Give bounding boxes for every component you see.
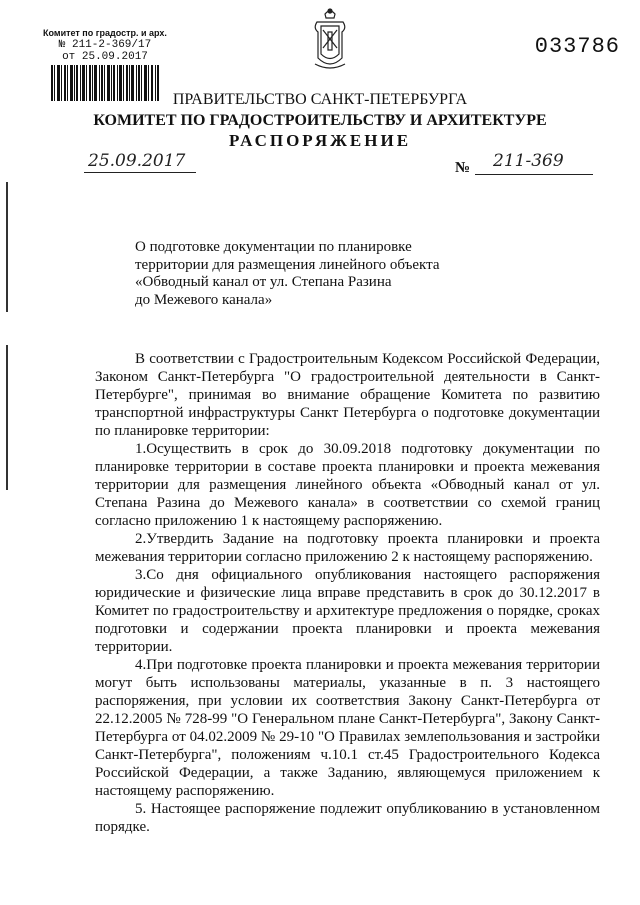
clause-3: 3.Со дня официального опубликования настоящего распоряжения юридические и физические лица вправе представить в срок до 30.12.2017 в Комитет по градостроительству и архитектуре предложения о порядке, сроках подготовки и содержании проекта планировки и проекта межевания территории.: [95, 567, 600, 655]
subject-block: [135, 239, 440, 309]
stamp-organization: Комитет по градостр. и арх.: [43, 28, 167, 38]
handwritten-number: 211-369: [493, 151, 564, 171]
stamp-number: № 211-2-369/17: [58, 39, 152, 51]
subject-line: О подготовке документации по планировке: [135, 239, 412, 255]
margin-mark: [6, 182, 8, 312]
committee-title: КОМИТЕТ ПО ГРАДОСТРОИТЕЛЬСТВУ И АРХИТЕКТУРЕ: [93, 112, 547, 129]
stamp-date: от 25.09.2017: [62, 51, 148, 63]
clause-1: 1.Осуществить в срок до 30.09.2018 подготовку документации по планировке территории в составе проекта планировки и проекта межевания территории для размещения линейного объекта «Обводный канал от ул. Степана Разина до Межевого канала» в соответствии со схемой границ согласно приложению 1 к настоящему распоряжению.: [95, 441, 600, 529]
handwritten-date: 25.09.2017: [88, 151, 186, 171]
subject-line: территории для размещения линейного объекта: [135, 256, 440, 273]
document-type: РАСПОРЯЖЕНИЕ: [228, 131, 412, 150]
clause-4: 4.При подготовке проекта планировки и проекта межевания территории могут быть использованы материалы, указанные в п. 3 настоящего распоряжения, при условии их соответствия Закону Санкт-Петербурга от 22.12.2005 № 728-99 "О Генеральном плане Санкт-Петербурга", Закону Санкт-Петербурга от 04.02.2009 № 29-10 "О Правилах землепользования и застройки Санкт-Петербурга", положениям ч.10.1 ст.45 Градостроительного Кодекса Российской Федерации, а также Заданию, являющемуся приложением к настоящему распоряжению.: [95, 657, 600, 799]
subject-line: до Межевого канала»: [135, 291, 273, 308]
date-underline: [84, 172, 196, 173]
subject-line: «Обводный канал от ул. Степана Разина: [135, 274, 392, 290]
coat-of-arms-emblem: [311, 8, 349, 74]
number-label: №: [455, 160, 471, 176]
document-body: [95, 350, 600, 836]
margin-mark: [6, 345, 8, 490]
serial-number: 033786: [534, 34, 620, 59]
clause-2: 2.Утвердить Задание на подготовку проекта планировки и проекта межевания территории согласно приложению 2 к настоящему распоряжению.: [95, 531, 600, 565]
clause-5: 5. Настоящее распоряжение подлежит опубликованию в установленном порядке.: [95, 801, 600, 835]
government-title: ПРАВИТЕЛЬСТВО САНКТ-ПЕТЕРБУРГА: [172, 91, 468, 108]
number-underline: [475, 174, 593, 175]
preamble-paragraph: В соответствии с Градостроительным Кодексом Российской Федерации, Законом Санкт-Петербурга "О градостроительной деятельности в Санкт-Петербурге", принимая во внимание обращение Комитета по развитию транспортной инфраструктуры Санкт Петербурга о подготовке документации по планировке территории:: [95, 351, 600, 439]
